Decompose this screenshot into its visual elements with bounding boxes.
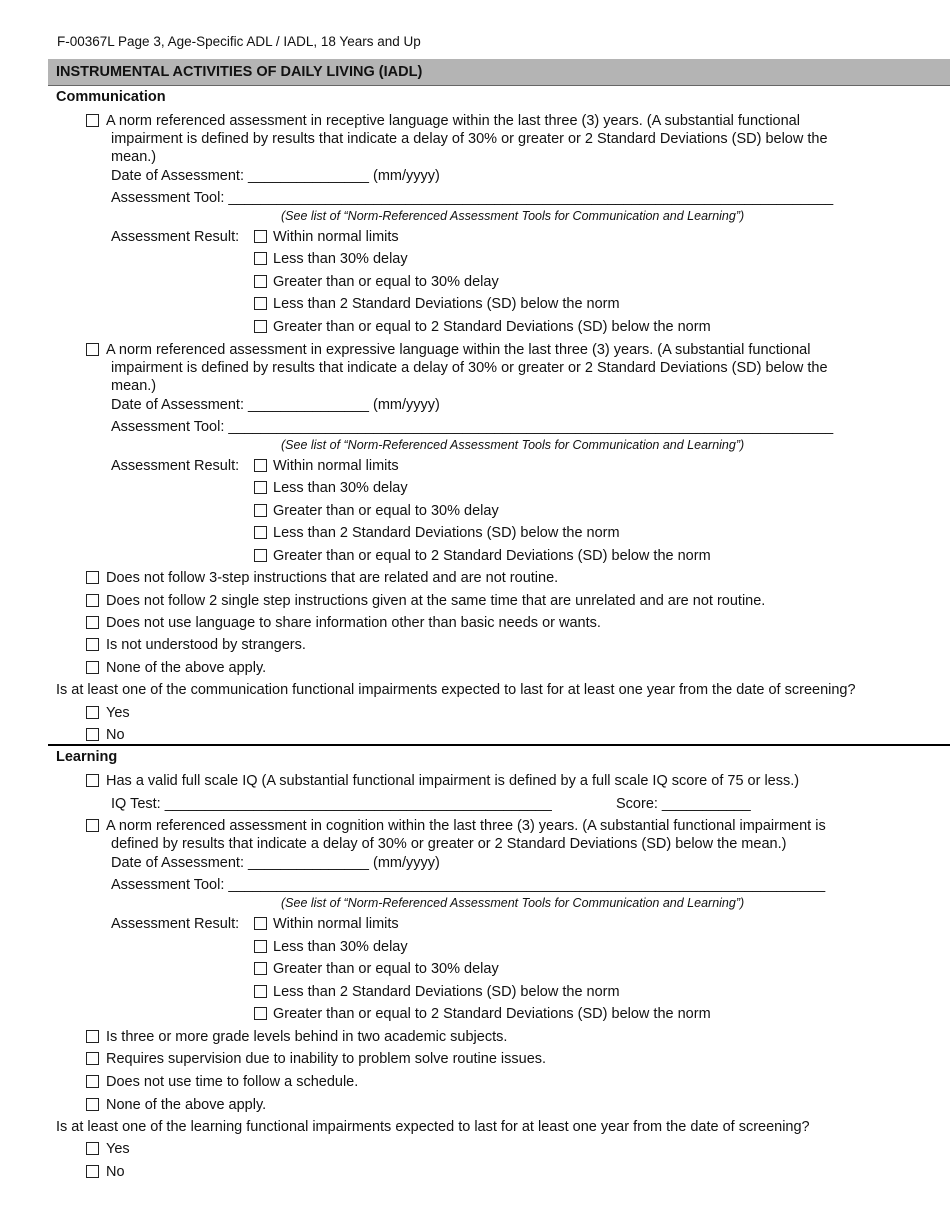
- expressive-assessment-checkbox[interactable]: [86, 343, 99, 356]
- receptive-result-checkbox-4[interactable]: [254, 297, 267, 310]
- expressive-result-checkbox-5[interactable]: [254, 549, 267, 562]
- receptive-result-checkbox-5[interactable]: [254, 320, 267, 333]
- expressive-tool-note: (See list of “Norm-Referenced Assessment Tools for Communication and Learning”): [281, 438, 745, 452]
- cognition-result-checkbox-3[interactable]: [254, 962, 267, 975]
- expressive-result-checkbox-4[interactable]: [254, 526, 267, 539]
- section-divider: [48, 744, 950, 746]
- learning-item-2: Requires supervision due to inability to problem solve routine issues.: [106, 1051, 547, 1067]
- cognition-result-checkbox-1[interactable]: [254, 917, 267, 930]
- cognition-result-option-1: Within normal limits: [273, 916, 399, 932]
- learning-item-checkbox-3[interactable]: [86, 1075, 99, 1088]
- expressive-text-line1: A norm referenced assessment in expressive language within the last three (3) years. (A substantial functional: [106, 342, 811, 358]
- cognition-tool-field[interactable]: Assessment Tool: __________________________________________________________________________: [111, 877, 826, 893]
- receptive-result-checkbox-1[interactable]: [254, 230, 267, 243]
- cognition-result-option-2: Less than 30% delay: [273, 939, 408, 955]
- communication-item-checkbox-4[interactable]: [86, 638, 99, 651]
- cognition-text-line2: defined by results that indicate a delay of 30% or greater or 2 Standard Deviations (SD) below the mean.): [111, 836, 787, 852]
- expressive-tool-field[interactable]: Assessment Tool: ___________________________________________________________________________: [111, 419, 834, 435]
- expressive-date-field[interactable]: Date of Assessment: _______________ (mm/yyyy): [111, 397, 440, 413]
- iq-checkbox[interactable]: [86, 774, 99, 787]
- receptive-date-field[interactable]: Date of Assessment: _______________ (mm/yyyy): [111, 168, 440, 184]
- receptive-result-option-1: Within normal limits: [273, 229, 399, 245]
- expressive-result-checkbox-2[interactable]: [254, 481, 267, 494]
- communication-item-checkbox-5[interactable]: [86, 661, 99, 674]
- expressive-result-checkbox-1[interactable]: [254, 459, 267, 472]
- expressive-result-option-3: Greater than or equal to 30% delay: [273, 503, 499, 519]
- receptive-result-option-4: Less than 2 Standard Deviations (SD) below the norm: [273, 296, 620, 312]
- learning-yes-checkbox[interactable]: [86, 1142, 99, 1155]
- receptive-text-line3: mean.): [111, 149, 157, 165]
- learning-item-1: Is three or more grade levels behind in two academic subjects.: [106, 1029, 508, 1045]
- receptive-result-option-2: Less than 30% delay: [273, 251, 408, 267]
- communication-heading: Communication: [56, 89, 166, 105]
- receptive-tool-field[interactable]: Assessment Tool: ___________________________________________________________________________: [111, 190, 834, 206]
- cognition-assessment-checkbox[interactable]: [86, 819, 99, 832]
- iq-score-field[interactable]: Score: ___________: [616, 796, 751, 812]
- communication-item-1: Does not follow 3-step instructions that are related and are not routine.: [106, 570, 559, 586]
- expressive-result-checkbox-3[interactable]: [254, 504, 267, 517]
- expressive-result-option-2: Less than 30% delay: [273, 480, 408, 496]
- receptive-result-option-5: Greater than or equal to 2 Standard Deviations (SD) below the norm: [273, 319, 711, 335]
- cognition-result-option-3: Greater than or equal to 30% delay: [273, 961, 499, 977]
- expressive-result-option-1: Within normal limits: [273, 458, 399, 474]
- receptive-result-option-3: Greater than or equal to 30% delay: [273, 274, 499, 290]
- receptive-tool-note: (See list of “Norm-Referenced Assessment Tools for Communication and Learning”): [281, 209, 745, 223]
- learning-item-checkbox-4[interactable]: [86, 1098, 99, 1111]
- learning-no-label: No: [106, 1164, 125, 1180]
- receptive-text-line2: impairment is defined by results that indicate a delay of 30% or greater or 2 Standard Deviations (SD) below the: [111, 131, 828, 147]
- communication-item-checkbox-3[interactable]: [86, 616, 99, 629]
- communication-item-checkbox-2[interactable]: [86, 594, 99, 607]
- learning-no-checkbox[interactable]: [86, 1165, 99, 1178]
- communication-item-3: Does not use language to share information other than basic needs or wants.: [106, 615, 601, 631]
- receptive-text-line1: A norm referenced assessment in receptive language within the last three (3) years. (A substantial functional: [106, 113, 800, 129]
- cognition-text-line1: A norm referenced assessment in cognition within the last three (3) years. (A substantial functional impairment is: [106, 818, 826, 834]
- expressive-result-label: Assessment Result:: [111, 458, 240, 474]
- expressive-text-line3: mean.): [111, 378, 157, 394]
- learning-item-3: Does not use time to follow a schedule.: [106, 1074, 359, 1090]
- iq-test-field[interactable]: IQ Test: ________________________________________________: [111, 796, 552, 812]
- communication-yes-label: Yes: [106, 705, 130, 721]
- learning-heading: Learning: [56, 749, 118, 765]
- section-title: INSTRUMENTAL ACTIVITIES OF DAILY LIVING (IADL): [56, 64, 423, 80]
- receptive-assessment-checkbox[interactable]: [86, 114, 99, 127]
- receptive-result-checkbox-3[interactable]: [254, 275, 267, 288]
- communication-yes-checkbox[interactable]: [86, 706, 99, 719]
- cognition-result-checkbox-4[interactable]: [254, 985, 267, 998]
- iq-text: Has a valid full scale IQ (A substantial functional impairment is defined by a full scale IQ score of 75 or less.): [106, 773, 800, 789]
- expressive-text-line2: impairment is defined by results that indicate a delay of 30% or greater or 2 Standard Deviations (SD) below the: [111, 360, 828, 376]
- receptive-result-checkbox-2[interactable]: [254, 252, 267, 265]
- cognition-result-option-5: Greater than or equal to 2 Standard Deviations (SD) below the norm: [273, 1006, 711, 1022]
- learning-duration-question: Is at least one of the learning functional impairments expected to last for at least one year from the date of screening?: [56, 1119, 810, 1135]
- section-title-bar: [48, 59, 950, 86]
- learning-item-4: None of the above apply.: [106, 1097, 267, 1113]
- learning-yes-label: Yes: [106, 1141, 130, 1157]
- learning-item-checkbox-1[interactable]: [86, 1030, 99, 1043]
- cognition-result-checkbox-5[interactable]: [254, 1007, 267, 1020]
- communication-no-label: No: [106, 727, 125, 743]
- communication-duration-question: Is at least one of the communication functional impairments expected to last for at least one year from the date of screening?: [56, 682, 856, 698]
- communication-item-checkbox-1[interactable]: [86, 571, 99, 584]
- receptive-result-label: Assessment Result:: [111, 229, 240, 245]
- cognition-result-checkbox-2[interactable]: [254, 940, 267, 953]
- cognition-date-field[interactable]: Date of Assessment: _______________ (mm/yyyy): [111, 855, 440, 871]
- communication-item-4: Is not understood by strangers.: [106, 637, 306, 653]
- cognition-tool-note: (See list of “Norm-Referenced Assessment Tools for Communication and Learning”): [281, 896, 745, 910]
- expressive-result-option-4: Less than 2 Standard Deviations (SD) below the norm: [273, 525, 620, 541]
- communication-item-5: None of the above apply.: [106, 660, 267, 676]
- communication-no-checkbox[interactable]: [86, 728, 99, 741]
- cognition-result-label: Assessment Result:: [111, 916, 240, 932]
- form-header: F-00367L Page 3, Age-Specific ADL / IADL, 18 Years and Up: [57, 34, 421, 49]
- learning-item-checkbox-2[interactable]: [86, 1052, 99, 1065]
- expressive-result-option-5: Greater than or equal to 2 Standard Deviations (SD) below the norm: [273, 548, 711, 564]
- cognition-result-option-4: Less than 2 Standard Deviations (SD) below the norm: [273, 984, 620, 1000]
- communication-item-2: Does not follow 2 single step instructions given at the same time that are unrelated and are not routine.: [106, 593, 766, 609]
